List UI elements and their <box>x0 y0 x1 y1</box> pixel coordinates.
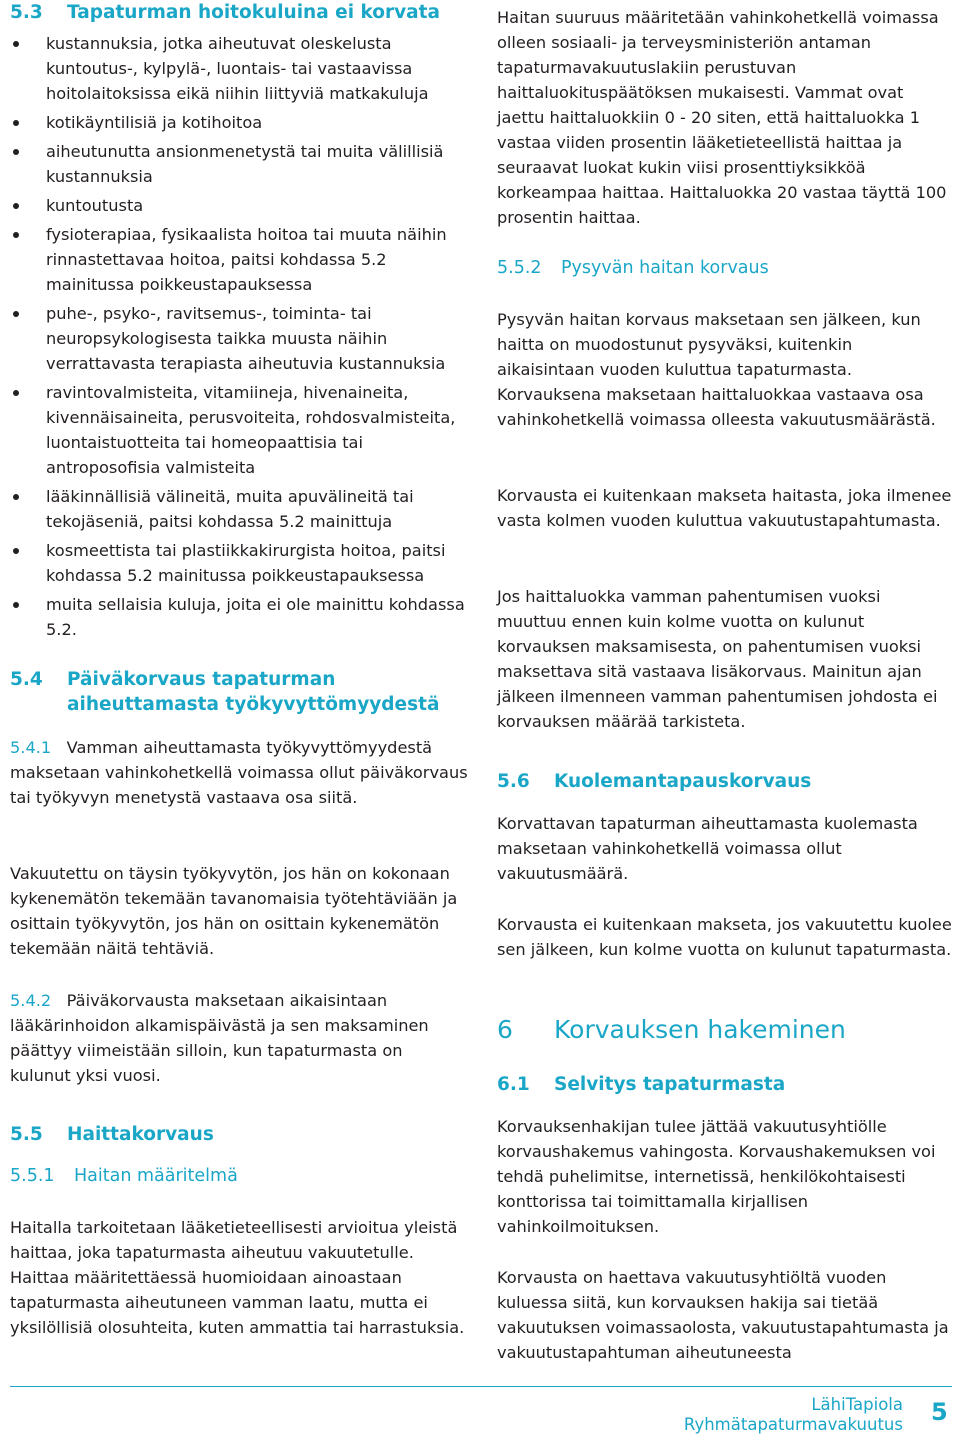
paragraph: Korvauksenhakijan tulee jättää vakuutusyhtiölle korvaushakemus vahingosta. Korvaushakemuksen voi tehdä puhelimitse, internetissä, henkilökohtaisesti konttorissa tai toimittamalla kirjallisen vahinkoilmoituksen. <box>497 1117 936 1236</box>
bullet-icon <box>13 390 19 396</box>
bullet-icon <box>13 149 19 155</box>
section-5-4-heading <box>10 667 468 717</box>
bullet-icon <box>13 311 19 317</box>
paragraph: Pysyvän haitan korvaus maksetaan sen jälkeen, kun haitta on muodostunut pysyväksi, kuitenkin aikaisintaan vuoden kuluttua tapaturmasta. Korvauksena maksetaan haittaluokkaa vastaava osa vahinkohetkellä voimassa olleesta vakuutusmäärästä. <box>497 310 936 429</box>
paragraph: Jos haittaluokka vamman pahentumisen vuoksi muuttuu ennen kuin kolme vuotta on kulunut korvauksen maksamisesta, on pahentumisen vuoksi maksettava sitä vastaava lisäkorvaus. Mainitun ajan jälkeen ilmenneen vamman pahentumisen johdosta ei korvauksen määrää tarkisteta. <box>497 587 938 731</box>
paragraph: Haitalla tarkoitetaan lääketieteellisesti arvioitua yleistä haittaa, joka tapaturmasta aiheutuu vakuutetulle. Haittaa määritettäessä huomioidaan ainoastaan tapaturmasta aiheutuneen vamman laatu, mutta ei yksilöllisiä olosuhteita, kuten ammattia tai harrastuksia. <box>10 1218 465 1337</box>
section-5-3-heading <box>10 0 468 25</box>
list-item: kuntoutusta <box>10 193 468 218</box>
section-5-5-1-heading <box>10 1164 468 1189</box>
page-number: 5 <box>931 1398 948 1426</box>
section-number: 5.4 <box>10 669 43 690</box>
section-number: 6.1 <box>497 1074 530 1095</box>
paragraph: Korvausta on haettava vakuutusyhtiöltä vuoden kuluessa siitä, kun korvauksen hakija sai tietää vakuutuksen voimassaolosta, vakuutustapahtumasta ja vakuutustapahtuman aiheutuneesta <box>497 1268 949 1362</box>
footer-divider <box>10 1386 952 1387</box>
section-number: 5.5.1 <box>10 1166 55 1186</box>
section-5-5-2-heading <box>497 256 952 281</box>
bullet-icon <box>13 548 19 554</box>
section-number: 5.6 <box>497 771 530 792</box>
list-item: kotikäyntilisiä ja kotihoitoa <box>10 110 468 135</box>
paragraph-5-4-1: 5.4.1 Vamman aiheuttamasta työkyvyttömyydestä maksetaan vahinkohetkellä voimassa ollut päiväkorvaus tai työkyvyn menetystä vastaava osa siitä. <box>10 738 468 807</box>
section-5-5-heading <box>10 1122 468 1147</box>
paragraph-number: 5.4.1 <box>10 738 52 757</box>
bullet-icon <box>13 602 19 608</box>
section-5-6-heading <box>497 769 952 794</box>
paragraph: Korvausta ei kuitenkaan makseta haitasta, joka ilmenee vasta kolmen vuoden kuluttua vakuutustapahtumasta. <box>497 486 952 530</box>
section-title: Tapaturman hoitokuluina ei korvata <box>67 2 440 23</box>
bullet-icon <box>13 232 19 238</box>
paragraph-5-4-2: 5.4.2 Päiväkorvausta maksetaan aikaisintaan lääkärinhoidon alkamispäivästä ja sen maksaminen päättyy viimeistään silloin, kun tapaturmasta on kulunut yksi vuosi. <box>10 991 429 1085</box>
exclusions-list <box>10 31 468 642</box>
paragraph: Vakuutettu on täysin työkyvytön, jos hän on kokonaan kykenemätön tekemään tavanomaisia työtehtäviään ja osittain työkyvytön, jos hän on osittain kykenemätön tekemään näitä tehtäviä. <box>10 864 458 958</box>
list-item: lääkinnällisiä välineitä, muita apuvälineitä tai tekojäseniä, paitsi kohdassa 5.2 mainittuja <box>10 484 468 534</box>
section-number: 5.5 <box>10 1124 43 1145</box>
product-name: Ryhmätapaturmavakuutus <box>683 1415 903 1434</box>
footer-brand <box>684 1395 903 1435</box>
paragraph: Haitan suuruus määritetään vahinkohetkellä voimassa olleen sosiaali- ja terveysministeriön antaman tapaturmavakuutuslakiin perustuvan haittaluokituspäätöksen mukaisesti. Vammat ovat jaettu haittaluokkiin 0 - 20 siten, että haittaluokka 1 vastaa viiden prosentin lääketieteellistä haittaa ja seuraavat luokat kukin viisi prosenttiyksikköä korkeampaa haittaa. Haittaluokka 20 vastaa täyttä 100 prosentin haittaa. <box>497 8 947 227</box>
chapter-title: Korvauksen hakeminen <box>554 1015 846 1044</box>
section-title: Selvitys tapaturmasta <box>554 1074 786 1095</box>
bullet-icon <box>13 41 19 47</box>
bullet-icon <box>13 494 19 500</box>
list-item: muita sellaisia kuluja, joita ei ole mainittu kohdassa 5.2. <box>10 592 468 642</box>
section-title: Haitan määritelmä <box>74 1166 238 1186</box>
chapter-number: 6 <box>497 1015 513 1044</box>
section-title: Kuolemantapauskorvaus <box>554 771 812 792</box>
list-item: puhe-, psyko-, ravitsemus-, toiminta- tai neuropsykologisesta taikka muusta näihin verrattavasta terapiasta aiheutuvia kustannuksia <box>10 301 468 376</box>
chapter-6-heading <box>497 1014 952 1046</box>
list-item: aiheutunutta ansionmenetystä tai muita välillisiä kustannuksia <box>10 139 468 189</box>
paragraph: Korvattavan tapaturman aiheuttamasta kuolemasta maksetaan vahinkohetkellä voimassa ollut vakuutusmäärä. <box>497 814 918 883</box>
list-item: kustannuksia, jotka aiheutuvat oleskelusta kuntoutus-, kylpylä-, luontais- tai vastaavissa hoitolaitoksissa eikä niihin liittyviä matkakuluja <box>10 31 468 106</box>
section-title: Haittakorvaus <box>67 1124 214 1145</box>
paragraph-number: 5.4.2 <box>10 991 52 1010</box>
list-item: fysioterapiaa, fysikaalista hoitoa tai muuta näihin rinnastettavaa hoitoa, paitsi kohdassa 5.2 mainitussa poikkeustapauksessa <box>10 222 468 297</box>
list-item: kosmeettista tai plastiikkakirurgista hoitoa, paitsi kohdassa 5.2 mainitussa poikkeustapauksessa <box>10 538 468 588</box>
bullet-icon <box>13 120 19 126</box>
list-item: ravintovalmisteita, vitamiineja, hivenaineita, kivennäisaineita, perusvoiteita, rohdosvalmisteita, luontaistuotteita tai homeopaattisia tai antroposofisia valmisteita <box>10 380 468 480</box>
section-number: 5.3 <box>10 2 43 23</box>
section-6-1-heading <box>497 1072 952 1097</box>
paragraph: Korvausta ei kuitenkaan makseta, jos vakuutettu kuolee sen jälkeen, kun kolme vuotta on kulunut tapaturmasta. <box>497 915 952 959</box>
section-title: Päiväkorvaus tapaturman aiheuttamasta työkyvyttömyydestä <box>67 669 440 715</box>
bullet-icon <box>13 203 19 209</box>
section-number: 5.5.2 <box>497 258 542 278</box>
brand-name: LähiTapiola <box>811 1395 903 1414</box>
section-title: Pysyvän haitan korvaus <box>561 258 769 278</box>
